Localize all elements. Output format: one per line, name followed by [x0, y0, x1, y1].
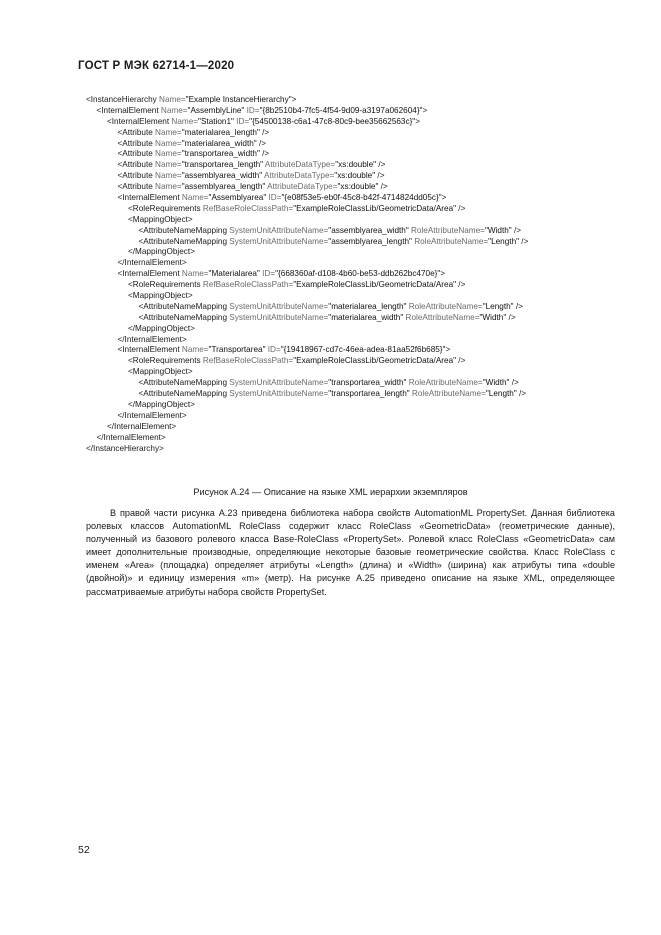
xml-attribute-name: Name=	[156, 95, 186, 104]
xml-attribute-name: Name=	[179, 345, 209, 355]
xml-tag: >	[440, 269, 446, 279]
xml-tag: />	[376, 160, 386, 170]
xml-tag: <Attribute	[117, 171, 153, 181]
xml-tag: <AttributeNameMapping	[138, 236, 228, 246]
xml-tag: </InstanceHierarchy>	[86, 443, 164, 453]
xml-tag: <RoleRequirements	[128, 356, 201, 366]
xml-tag: </InternalElement>	[117, 410, 187, 420]
xml-attribute-value: "Length"	[482, 301, 514, 311]
xml-tag: >	[415, 116, 421, 126]
xml-attribute-name: AttributeDataType=	[262, 171, 335, 181]
xml-attribute-name: SystemUnitAttributeName=	[227, 236, 329, 246]
xml-line	[86, 226, 626, 237]
xml-tag: </InternalElement>	[117, 258, 187, 268]
xml-tag: />	[378, 182, 388, 192]
xml-tag: </InternalElement>	[117, 334, 187, 344]
xml-attribute-value: "materialarea_length"	[328, 301, 407, 311]
xml-line	[86, 389, 626, 400]
xml-tag: <AttributeNameMapping	[138, 378, 228, 388]
xml-tag: <RoleRequirements	[128, 203, 201, 213]
xml-attribute-value: "ExampleRoleClassLib/GeometricData/Area"	[293, 280, 457, 290]
xml-attribute-value: "transportarea_length"	[328, 389, 410, 399]
xml-tag: <InternalElement	[107, 116, 170, 126]
xml-attribute-name: Name=	[152, 182, 182, 192]
xml-attribute-name: Name=	[152, 160, 182, 170]
xml-tag: />	[506, 312, 516, 322]
xml-attribute-name: RefBaseRoleClassPath=	[200, 356, 294, 366]
xml-attribute-value: "AssemblyLine"	[187, 105, 245, 115]
xml-line	[86, 324, 626, 335]
xml-line	[86, 422, 626, 433]
xml-attribute-name: RefBaseRoleClassPath=	[200, 280, 294, 290]
xml-line	[86, 160, 626, 171]
xml-tag: <RoleRequirements	[128, 280, 201, 290]
xml-attribute-value: "assemblyarea_length"	[328, 236, 412, 246]
xml-attribute-value: "transportarea_width"	[328, 378, 407, 388]
xml-attribute-value: "{8b2510b4-7fc5-4f54-9d09-a3197a062604}"	[259, 105, 423, 115]
xml-tag: />	[456, 203, 466, 213]
xml-attribute-value: "Example InstanceHierarchy"	[185, 95, 292, 104]
xml-tag: </MappingObject>	[128, 399, 195, 409]
page-header: ГОСТ Р МЭК 62714-1—2020	[78, 60, 235, 72]
xml-attribute-value: "{668360af-d108-4b60-be53-ddb262bc470e}"	[275, 269, 441, 279]
xml-tag: >	[422, 105, 428, 115]
xml-attribute-name: Name=	[158, 105, 188, 115]
xml-attribute-value: "Width"	[484, 225, 512, 235]
xml-tag: <AttributeNameMapping	[138, 389, 228, 399]
xml-tag: <InstanceHierarchy	[86, 95, 157, 104]
xml-attribute-value: "Assemblyarea"	[208, 193, 267, 203]
xml-attribute-value: "transportarea_width"	[181, 149, 260, 159]
xml-line	[86, 313, 626, 324]
xml-line	[86, 345, 626, 356]
xml-attribute-value: "Materialarea"	[208, 269, 260, 279]
xml-line	[86, 247, 626, 258]
xml-tag: </MappingObject>	[128, 247, 195, 257]
xml-attribute-name: AttributeDataType=	[263, 160, 336, 170]
xml-tag: </InternalElement>	[107, 421, 177, 431]
xml-attribute-value: "ExampleRoleClassLib/GeometricData/Area"	[293, 356, 457, 366]
xml-line	[86, 204, 626, 215]
xml-attribute-name: SystemUnitAttributeName=	[227, 312, 329, 322]
xml-attribute-name: Name=	[152, 127, 182, 137]
xml-attribute-value: "assemblyarea_length"	[181, 182, 266, 192]
xml-attribute-value: "xs:double"	[334, 171, 376, 181]
xml-line	[86, 171, 626, 182]
xml-tag: </InternalElement>	[96, 432, 166, 442]
xml-attribute-value: "Transportarea"	[208, 345, 266, 355]
xml-tag: />	[511, 225, 522, 235]
xml-line	[86, 433, 626, 444]
xml-line	[86, 149, 626, 160]
xml-attribute-name: Name=	[179, 193, 209, 203]
xml-line	[86, 117, 626, 128]
xml-attribute-name: RoleAttributeName=	[411, 236, 489, 246]
xml-attribute-value: "{e08f53e5-eb0f-45c8-b42f-4714824dd05c}"	[281, 193, 442, 203]
xml-attribute-name: ID=	[233, 116, 250, 126]
xml-line	[86, 378, 626, 389]
xml-tag: <InternalElement	[117, 269, 180, 279]
xml-attribute-value: "xs:double"	[337, 182, 379, 192]
xml-tag: </MappingObject>	[128, 323, 195, 333]
xml-tag: />	[259, 127, 270, 137]
xml-attribute-name: Name=	[152, 138, 182, 148]
xml-attribute-name: RoleAttributeName=	[403, 312, 480, 322]
xml-tag: <Attribute	[117, 160, 153, 170]
xml-tag: <AttributeNameMapping	[138, 312, 228, 322]
xml-attribute-value: "Length"	[485, 389, 517, 399]
xml-attribute-name: SystemUnitAttributeName=	[227, 225, 329, 235]
xml-tag: />	[509, 378, 519, 388]
xml-attribute-name: ID=	[259, 269, 276, 279]
xml-attribute-value: "transportarea_length"	[181, 160, 264, 170]
xml-line	[86, 400, 626, 411]
xml-line	[86, 444, 626, 455]
xml-line	[86, 139, 626, 150]
xml-tag: <InternalElement	[117, 193, 180, 203]
xml-line	[86, 269, 626, 280]
page-number: 52	[78, 844, 90, 856]
xml-attribute-value: "assemblyarea_width"	[328, 225, 409, 235]
xml-tag: />	[513, 301, 523, 311]
xml-attribute-name: ID=	[265, 345, 281, 355]
xml-tag: />	[256, 138, 267, 148]
xml-tag: />	[259, 149, 270, 159]
xml-line	[86, 128, 626, 139]
xml-tag: <AttributeNameMapping	[138, 225, 228, 235]
xml-tag: />	[519, 236, 529, 246]
figure-caption: Рисунок А.24 — Описание на языке XML иерархии экземпляров	[193, 487, 468, 497]
xml-attribute-value: "{19418967-cd7c-46ea-adea-81aa52f6b685}"	[280, 345, 446, 355]
xml-line	[86, 335, 626, 346]
xml-attribute-name: ID=	[244, 105, 260, 115]
xml-tag: <MappingObject>	[128, 367, 193, 377]
xml-tag: <MappingObject>	[128, 291, 193, 301]
xml-line	[86, 280, 626, 291]
xml-attribute-value: "Width"	[479, 312, 507, 322]
xml-tag: />	[375, 171, 385, 181]
xml-attribute-name: AttributeDataType=	[265, 182, 338, 192]
xml-line	[86, 291, 626, 302]
xml-tag: <InternalElement	[117, 345, 180, 355]
xml-code-listing	[86, 95, 626, 454]
xml-attribute-value: "Width"	[482, 378, 510, 388]
xml-attribute-value: "materialarea_width"	[181, 138, 257, 148]
xml-line	[86, 95, 626, 106]
xml-tag: <Attribute	[117, 138, 153, 148]
xml-tag: <InternalElement	[96, 105, 159, 115]
xml-attribute-value: "xs:double"	[335, 160, 377, 170]
xml-tag: >	[291, 95, 297, 104]
xml-line	[86, 106, 626, 117]
xml-attribute-value: "materialarea_length"	[181, 127, 260, 137]
xml-tag: >	[445, 345, 451, 355]
xml-tag: <Attribute	[117, 127, 153, 137]
xml-tag: <Attribute	[117, 149, 153, 159]
xml-attribute-name: RoleAttributeName=	[408, 225, 485, 235]
xml-attribute-name: RoleAttributeName=	[406, 378, 483, 388]
xml-line	[86, 215, 626, 226]
xml-line	[86, 182, 626, 193]
xml-tag: >	[441, 193, 447, 203]
xml-line	[86, 356, 626, 367]
xml-attribute-value: "assemblyarea_width"	[181, 171, 263, 181]
xml-attribute-value: "Length"	[488, 236, 520, 246]
xml-attribute-name: SystemUnitAttributeName=	[227, 378, 329, 388]
xml-attribute-name: RefBaseRoleClassPath=	[200, 203, 294, 213]
xml-attribute-value: "Station1"	[198, 116, 234, 126]
xml-attribute-name: Name=	[179, 269, 209, 279]
xml-line	[86, 193, 626, 204]
xml-attribute-value: "{54500138-c6a1-47c8-80c9-bee35662563c}"	[249, 116, 416, 126]
xml-attribute-name: SystemUnitAttributeName=	[227, 301, 329, 311]
xml-tag: />	[456, 356, 466, 366]
xml-tag: <MappingObject>	[128, 214, 193, 224]
xml-attribute-value: "materialarea_width"	[328, 312, 404, 322]
xml-attribute-name: RoleAttributeName=	[406, 301, 483, 311]
xml-attribute-name: RoleAttributeName=	[409, 389, 486, 399]
xml-line	[86, 367, 626, 378]
xml-tag: <AttributeNameMapping	[138, 301, 228, 311]
xml-tag: <Attribute	[117, 182, 153, 192]
xml-line	[86, 411, 626, 422]
xml-attribute-name: Name=	[152, 171, 182, 181]
xml-attribute-value: "ExampleRoleClassLib/GeometricData/Area"	[293, 203, 457, 213]
xml-line	[86, 237, 626, 248]
xml-attribute-name: Name=	[152, 149, 182, 159]
xml-attribute-name: ID=	[266, 193, 282, 203]
xml-line	[86, 258, 626, 269]
xml-attribute-name: SystemUnitAttributeName=	[227, 389, 329, 399]
body-paragraph: В правой части рисунка А.23 приведена библиотека набора свойств AutomationML PropertySet. Данная библиотека ролевых классов AutomationML RoleClass содержит класс RoleClass «GeometricData» (геометрические данные), полученный из базового ролевого класса Base-RoleClass «PropertySet». Ролевой класс RoleClass «GeometricData» сам имеет дополнительные производные, определяющие некоторые базовые геометрические свойства. Класс RoleClass с именем «Area» (площадка) определяет атрибуты «Length» (длина) и «Width» (ширина) как атрибуты типа «double (двойной)» и единицу измерения «m» (метр). На рисунке А.25 приведено описание на языке XML, определяющее рассматриваемые атрибуты набора свойств PropertySet.	[86, 508, 615, 597]
xml-line	[86, 302, 626, 313]
xml-tag: />	[516, 389, 527, 399]
xml-tag: />	[456, 280, 466, 290]
xml-attribute-name: Name=	[169, 116, 199, 126]
